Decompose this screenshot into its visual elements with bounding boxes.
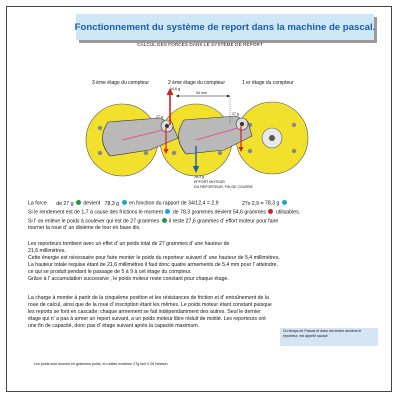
blue-dot-icon (122, 200, 127, 205)
label-mass-left: 27 g (156, 115, 163, 119)
calc-text: de 78,3 grammes devient 54,6 grammes (172, 209, 266, 216)
calc-text: Si le rendement est de 1,7 à cause des frictions le moment (28, 209, 163, 216)
label-force-bottom: 78,3 g (194, 175, 204, 179)
calc-text: La force (28, 200, 47, 207)
paragraph-2-line-5: une fin de capacité, donc pas d' étage suivant après la capacité maximum. (28, 323, 200, 329)
paragraph-1-line-6: Grâce à l' accumulation successive , le poids moteur reste constant pour chaque étage. (28, 276, 229, 282)
paragraph-2-line-2: roue de calcul, ainsi que de la roue d' inscription étant les mêmes. Le poids moteur étant constant puisque (28, 302, 272, 308)
footnote: Les poids sont donnés en grammes poids, en unités moderne 27g font 0,26 Newton. (34, 362, 169, 366)
calc-text: Si l' on enlève le poids à soulever qui est de 27 grammes (28, 218, 160, 225)
blue-dot-icon (282, 200, 287, 205)
label-stage-3: 3 ème étage du compteur (92, 80, 149, 86)
diagram-subtitle: CALCUL DES FORCES DANS LE SYSTÈME DE REPORT (137, 42, 263, 47)
calc-text: 78,3 g (104, 200, 120, 207)
paragraph-1-line-3: Cette énergie est nécessaire pour faire monter le poids du reporteur suivant d' une hauteur de 5,4 millimètres. (28, 255, 280, 261)
paragraph-2-line-3: les reports se font en cascade; chaque armement se fait indépendamment des autres. Seul le dernier (28, 309, 261, 315)
red-dot-icon (268, 209, 273, 214)
label-stage-2: 2 ème étage du compteur (168, 80, 225, 86)
label-stage-1: 1 er étage du compteur (242, 80, 294, 86)
note-box: Du temps de Pascal et dans les textes anciens le reporteur, est appelé sautoir (280, 328, 378, 346)
calc-text: de 27 g (56, 200, 74, 207)
calc-text: 27x 2,9 = (241, 200, 264, 207)
calc-text: 78,3 g (264, 200, 280, 207)
label-distance: 54 mm (196, 91, 207, 95)
blue-dot-icon (165, 209, 170, 214)
paragraph-2-line-4: étage qui n' a pas à armer un report suivant, a un poids moteur libre réduit de moitié. Les reporteurs ont (28, 316, 266, 322)
calc-line-4: tourner la roue d' un dixième de tour en base dix. (28, 225, 141, 231)
label-mass-right: 27 g (232, 112, 239, 116)
paragraph-2-line-1: La charge à monter à partir de la cinquième position et les résistances de friction et d' entraînement de la (28, 295, 269, 301)
green-dot-icon (162, 218, 167, 223)
label-motor-2: DU REPORTEUR, FIN DE COURSE (194, 185, 253, 189)
calc-line-2 (28, 209, 300, 216)
calc-text: il reste 27,6 grammes d' effort moteur pour faire (168, 218, 279, 225)
paragraph-1-line-5: ce qui se produit pendant le passage de 5 à 9 à cet étage du compteur. (28, 269, 192, 275)
calc-line-1 (28, 200, 288, 207)
page-title: Fonctionnement du système de report dans la machine de pascal. (74, 21, 376, 33)
calc-text: devient (83, 200, 101, 207)
paragraph-1-line-1: Les reporteurs tombent avec un effet d' un poids total de 27 grammes d' une hauteur de (28, 241, 230, 247)
calc-text: du rapport de 34/12,4 = 2,9 (155, 200, 219, 207)
green-dot-icon (76, 200, 81, 205)
paragraph-1-line-2: 21,6 millimètres. (28, 248, 66, 254)
label-force-top: 34,6 g (170, 87, 180, 91)
label-motor-1: EFFORT MOTEUR (194, 180, 225, 184)
calc-text: utilisables. (275, 209, 301, 216)
paragraph-1-line-4: La hauteur totale requise étant de 21,6 millimètres il faut donc quatre armements de 5,4 mm pour l' atteindre, (28, 262, 278, 268)
calc-text: en fonction (128, 200, 155, 207)
